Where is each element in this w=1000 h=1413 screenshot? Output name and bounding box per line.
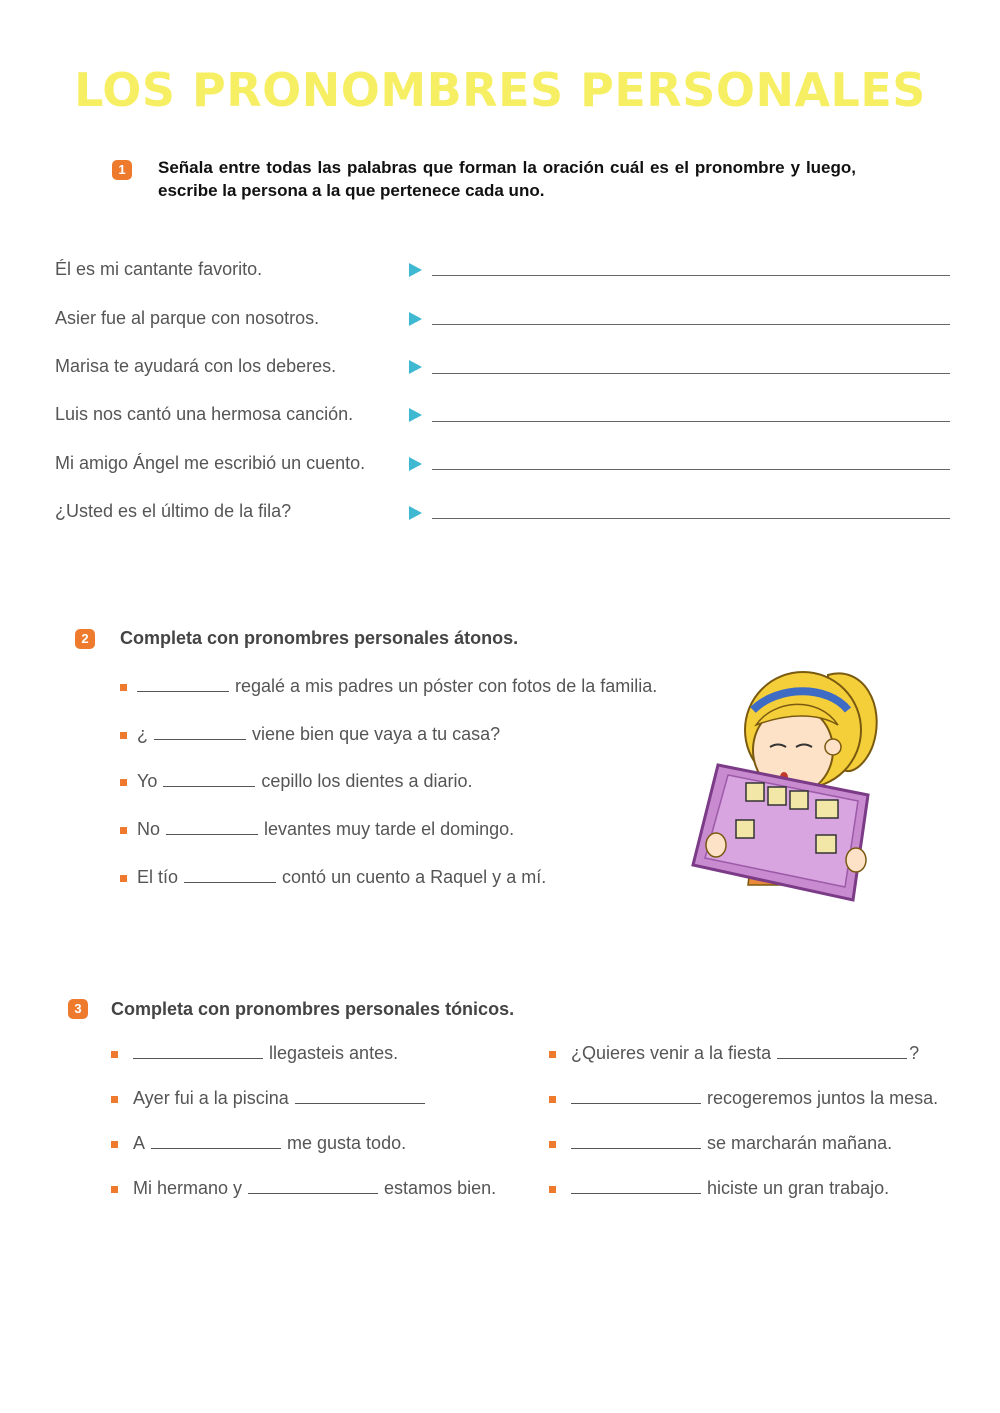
- exercise-2-heading: Completa con pronombres personales átonos.: [120, 628, 519, 648]
- answer-line[interactable]: [432, 373, 950, 374]
- girl-holding-poster-illustration: [688, 655, 888, 910]
- exercise-1-sentence: ¿Usted es el último de la fila?: [55, 501, 292, 521]
- arrow-icon: [409, 457, 422, 471]
- exercise-2-item: Yo cepillo los dientes a diario.: [137, 771, 473, 791]
- answer-line[interactable]: [432, 324, 950, 325]
- bullet-icon: [111, 1186, 118, 1193]
- exercise-3-item: recogeremos juntos la mesa.: [571, 1088, 938, 1109]
- bullet-icon: [111, 1141, 118, 1148]
- blank-field[interactable]: [137, 690, 229, 692]
- blank-field[interactable]: [777, 1057, 907, 1059]
- arrow-icon: [409, 263, 422, 277]
- answer-line[interactable]: [432, 275, 950, 276]
- bullet-icon: [120, 779, 127, 786]
- blank-field[interactable]: [184, 881, 276, 883]
- exercise-2-item: El tío contó un cuento a Raquel y a mí.: [137, 867, 547, 887]
- bullet-icon: [549, 1096, 556, 1103]
- arrow-icon: [409, 360, 422, 374]
- bullet-icon: [111, 1096, 118, 1103]
- blank-field[interactable]: [151, 1147, 281, 1149]
- exercise-1-number: 1: [112, 160, 132, 180]
- exercise-1-sentence: Luis nos cantó una hermosa canción.: [55, 404, 354, 424]
- exercise-1-instruction: Señala entre todas las palabras que forman la oración cuál es el pronombre y luego, escribe la persona a la que pertenece cada uno.: [158, 158, 856, 200]
- bullet-icon: [549, 1051, 556, 1058]
- exercise-3-item: Ayer fui a la piscina: [133, 1088, 431, 1109]
- answer-line[interactable]: [432, 469, 950, 470]
- exercise-2-item: No levantes muy tarde el domingo.: [137, 819, 515, 839]
- exercise-3-item: ¿Quieres venir a la fiesta ?: [571, 1043, 920, 1063]
- exercise-3-item: se marcharán mañana.: [571, 1133, 892, 1154]
- blank-field[interactable]: [154, 738, 246, 740]
- arrow-icon: [409, 408, 422, 422]
- page-title: LOS PRONOMBRES PERSONALES: [74, 63, 926, 117]
- arrow-icon: [409, 506, 422, 520]
- bullet-icon: [549, 1186, 556, 1193]
- exercise-3-item: A me gusta todo.: [133, 1133, 407, 1153]
- bullet-icon: [120, 827, 127, 834]
- blank-field[interactable]: [166, 833, 258, 835]
- bullet-icon: [120, 875, 127, 882]
- answer-line[interactable]: [432, 518, 950, 519]
- exercise-1-sentence: Asier fue al parque con nosotros.: [55, 308, 320, 328]
- arrow-icon: [409, 312, 422, 326]
- bullet-icon: [111, 1051, 118, 1058]
- blank-field[interactable]: [133, 1057, 263, 1059]
- exercise-3-number: 3: [68, 999, 88, 1019]
- blank-field[interactable]: [571, 1192, 701, 1194]
- bullet-icon: [120, 732, 127, 739]
- bullet-icon: [120, 684, 127, 691]
- exercise-3-item: hiciste un gran trabajo.: [571, 1178, 889, 1199]
- exercise-1-sentence: Marisa te ayudará con los deberes.: [55, 356, 337, 376]
- blank-field[interactable]: [571, 1102, 701, 1104]
- exercise-3-item: Mi hermano y estamos bien.: [133, 1178, 497, 1198]
- blank-field[interactable]: [571, 1147, 701, 1149]
- exercise-3-heading: Completa con pronombres personales tónicos.: [111, 999, 515, 1019]
- exercise-2-number: 2: [75, 629, 95, 649]
- exercise-3-item: llegasteis antes.: [133, 1043, 398, 1064]
- blank-field[interactable]: [163, 785, 255, 787]
- bullet-icon: [549, 1141, 556, 1148]
- exercise-1-sentence: Mi amigo Ángel me escribió un cuento.: [55, 453, 366, 473]
- answer-line[interactable]: [432, 421, 950, 422]
- exercise-2-item: regalé a mis padres un póster con fotos de la familia.: [137, 676, 657, 697]
- exercise-2-item: ¿ viene bien que vaya a tu casa?: [137, 724, 501, 744]
- blank-field[interactable]: [295, 1102, 425, 1104]
- blank-field[interactable]: [248, 1192, 378, 1194]
- exercise-1-sentence: Él es mi cantante favorito.: [55, 259, 263, 279]
